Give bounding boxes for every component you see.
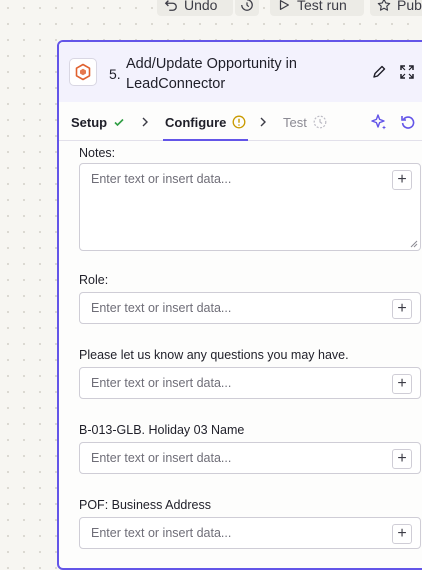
plus-icon: + [397,375,407,392]
history-icon [240,0,254,12]
tab-test[interactable] [283,104,327,140]
tab-configure-label: Configure [165,114,227,130]
tab-setup[interactable] [71,104,125,140]
tab-configure[interactable] [165,104,246,140]
pending-clock-icon [313,115,327,129]
warning-icon [232,115,246,129]
step-tabs [59,104,422,141]
role-placeholder: Enter text or insert data... [91,301,232,315]
refresh-icon[interactable] [399,113,417,131]
insert-data-button[interactable] [392,170,412,190]
top-toolbar [0,0,422,26]
holiday-name-label: B-013-GLB. Holiday 03 Name [79,423,245,437]
history-button[interactable] [235,0,259,16]
expand-icon[interactable] [399,64,415,80]
holiday-name-placeholder: Enter text or insert data... [91,451,232,465]
star-icon [377,0,391,12]
tab-setup-label: Setup [71,114,108,130]
insert-data-button[interactable] [392,449,412,469]
leadconnector-logo-icon [74,63,92,81]
notes-textarea[interactable] [79,163,421,251]
undo-button[interactable] [157,0,233,16]
publish-button[interactable] [370,0,422,16]
step-number: 5. [109,66,121,82]
sparkle-icon[interactable] [370,113,388,131]
test-run-button[interactable] [270,0,364,16]
questions-label: Please let us know any questions you may have. [79,348,349,362]
step-title: Add/Update Opportunity in LeadConnector [126,56,297,92]
step-panel [57,40,422,570]
check-icon [113,116,125,128]
notes-label: Notes: [79,146,116,160]
business-address-input[interactable] [79,517,421,549]
insert-data-button[interactable] [392,524,412,544]
questions-input[interactable] [79,367,421,399]
play-icon [277,0,291,12]
notes-placeholder: Enter text or insert data... [91,172,232,186]
insert-data-button[interactable] [392,374,412,394]
pencil-icon[interactable] [371,64,387,80]
plus-icon: + [397,525,407,542]
publish-label: Pub [397,0,422,13]
insert-data-button[interactable] [392,299,412,319]
chevron-right-icon [257,115,269,129]
plus-icon: + [397,300,407,317]
plus-icon: + [397,171,407,188]
step-header [59,42,422,102]
business-address-label: POF: Business Address [79,498,212,512]
questions-placeholder: Enter text or insert data... [91,376,232,390]
role-label: Role: [79,273,109,287]
tab-test-label: Test [283,114,307,130]
role-input[interactable] [79,292,421,324]
test-run-label: Test run [297,0,347,13]
chevron-right-icon [139,115,151,129]
resize-handle-icon[interactable] [410,240,418,248]
undo-label: Undo [184,0,218,13]
holiday-name-input[interactable] [79,442,421,474]
business-address-placeholder: Enter text or insert data... [91,526,232,540]
undo-icon [164,0,178,12]
leadconnector-app-icon [69,58,97,86]
plus-icon: + [397,450,407,467]
